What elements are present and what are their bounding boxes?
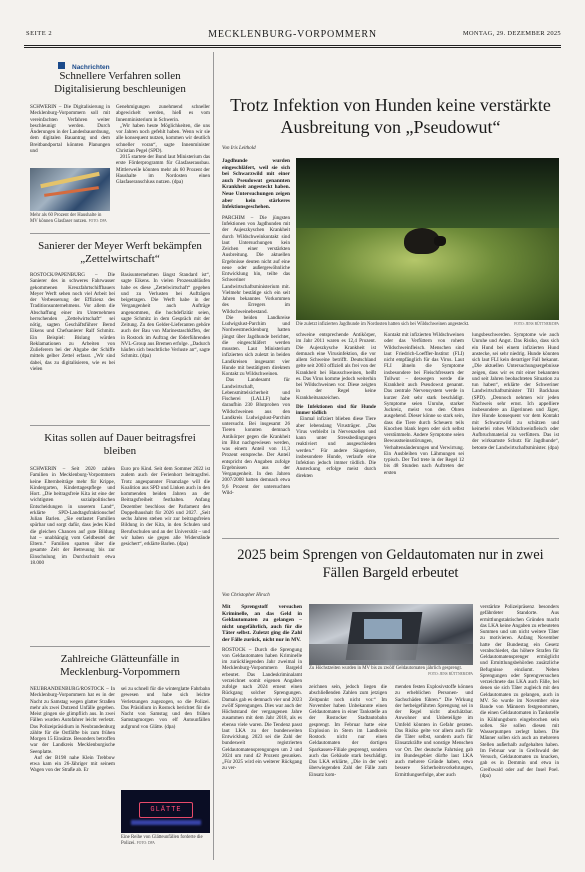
article-glaette-col2: sei zu schnell für die winterglatte Fahrbahn gewesen und habe sich leichte Verletzungen zugezogen, so die Polizei. Das Präsidium in Rostock berichtet für die Nacht von Samstag und den frühen Samstagmorgen von elf Autounfällen aufgrund von Glätte. (dpa) bbox=[121, 686, 210, 730]
caption-glaette: Eine Reihe von Glätteunfällen forderte die Polizei. FOTO: DPA bbox=[121, 835, 203, 846]
header-rule bbox=[24, 45, 561, 46]
kicker-nachrichten: Nachrichten bbox=[58, 56, 208, 74]
page-date: MONTAG, 29. DEZEMBER 2025 bbox=[462, 30, 561, 37]
header-rule-thin bbox=[24, 47, 561, 48]
byline-pseudowut: Von Iris Leithold bbox=[222, 146, 256, 151]
article-pseudowut-col4: lungsbeschwerden. Symptome wie auch Unruhe und Angst. Das Risiko, dass sich ein Hund bei einem infizierten Hund anstecke, sei sehr niedrig. Hunde könnten sich laut FLI kein derartiger Fall bekannt. „Die aktuellen Untersuchungsergebnisse zeigen, dass wir es mit einer bekannten und seit Jahren beobachteten Situation zu tun haben“, erklärte der Schweriner Landwirtschaftsminister Till Backhaus (SPD). „Dennoch nehmen wir jeden Nachweis sehr ernst. Ich appelliere insbesondere an Jägerinnen und Jäger, ihre Hunde konsequent vor dem Kontakt mit Schwarzwild zu schützen und keinerlei rohes Wildschweinfleisch oder Aufbruchmaterial zu verfüttern. Das ist der wirksamste Schutz für Jagdhunde“, betonte der Landwirtschaftsminister. (dpa) bbox=[472, 332, 559, 451]
article-pseudowut-col2: schweine entsprechende Antikörper, im Jahr 2011 waren es 12,4 Prozent. Die Aujeszkysche Krankheit ist demnach eine Virusinfektion, die vor allem Schweine betrifft. Deutschland gelte seit 2003 offiziell als frei von der Krankheit bei Hausschweinen, heißt es. Das Virus komme jedoch weiterhin bei Wildschweinen vor. Diese zeigten in der Regel keine Krankheitsanzeichen. Die Infektionen sind für Hunde immer tödlich Einmal infiziert blieben diese Tiere aber lebenslang Virusträger. „Das Virus verbleibt in Nervenzellen und kann unter Stressbedingungen reaktiviert und ausgeschieden werden.“ Für andere Säugetiere, insbesondere Hunde, verlaufe eine Infektion jedoch immer tödlich. Die Ansteckung erfolge meist durch direkten bbox=[296, 332, 376, 479]
divider bbox=[30, 233, 210, 234]
glaette-photo: GLÄTTE bbox=[121, 790, 210, 833]
caption-wildschwein: Die zuletzt infizierten Jagdhunde im Nordosten hatten sich bei Wildschweinen angesteckt. FOTO: JENS BÜTTNER/DPA bbox=[296, 322, 559, 327]
section-title: MECKLENBURG-VORPOMMERN bbox=[208, 29, 377, 40]
headline-digitalisierung: Schnellere Verfahren sollen Digitalisierung beschleunigen bbox=[54, 70, 186, 95]
article-meyer-col2: Basisunternehmen längst Standard ist“, sagte Eikens. In vielen Prozessabläufen habe es diese „Zettelwirtschaft“ gegeben und zu Verlusten bei Aufträgen beigetragen. Die Werft habe in der Vergangenheit auch Aufträge angenommen, die hochdefizitär seien, sagte Schmitz in dem Gespräch mit der Zeitung. Zu den Gelder-Lieferanten gehöre auch der Bau von Marinestaschkffen, der in Rostock im Auftrag der föderführenden NVL-Group aus Bremen erfolge. „Dadurch häufen sich beachtliche Verluste an“, sagte Schmitz. (dpa) bbox=[121, 272, 210, 360]
article-geld-col3: menden festen Explosivstoffe können zu erheblichen Personen- und Sachschäden führen.“ Die Wirkung der herbeigeführten Sprengung sei in der Regel nicht abschätzbar. Anwohner und Unbeteiligte im Umfeld könnten in Gefahr geraten. Das Risiko gelte vor allem auch für die Täter selbst, sondern auch für Einsatzkräfte und sonstige Menschen vor Ort. Der deutsche Fahrtsieg gab im Bundesgebiet dürfte laut LKA auch mehrere Gründe haben, etwa bessere Sicherheitsvorkehrungen, Ermittlungserfolge, aber auch bbox=[395, 684, 473, 778]
headline-kitas: Kitas sollen auf Dauer beitragsfrei bleiben bbox=[44, 432, 196, 457]
headline-pseudowut: Trotz Infektion von Hunden keine verstärkte Ausbreitung von „Pseudowut“ bbox=[230, 95, 551, 137]
headline-meyer-werft: Sanierer der Meyer Werft bekämpfen „Zettelwirtschaft“ bbox=[38, 240, 202, 265]
arrow-icon bbox=[58, 62, 65, 69]
article-kitas-col1: SCHWERIN – Seit 2020 zahlen Familien in Mecklenburg-Vorpommern keine Elternbeiträge mehr für Krippe, Kindergarten, Kindertagespflege und Hort. „Die beitragsfreie Kita ist eine der wichtigsten sozialpolitischen Entscheidungen in unserem Land“, erklärte SPD-Landtagsfraktionschef Julian Barlen. „Sie entlastet Familien spürbar und sorgt dafür, dass jedes Kind die gleichen Chancen auf gute Bildung hat – unabhängig vom Geldbeutel der Eltern.“ Familien sparten über die gesamte Zeit der Betreuung bis zur Einschulung im Durchschnitt etwa 18.000 bbox=[30, 466, 115, 566]
geldautomat-photo bbox=[309, 604, 473, 665]
article-kitas-col2: Euro pro Kind. Seit dem Sommer 2022 ist zudem auch der Ferienhort beitragsfrei. Trotz angespannter Finanzlage will die Koalition aus SPD und Linken auch in den kommenden beiden Jahren an der Beitragsfreiheit festhalten. Anfang Dezember beschloss der Parlament den Doppelhaushalt für 2026 und 2027. „Seit sechs Jahren stehen wir zur beitragsfreien Bildung in der Kita, in den Schulen und Berufsschulen und an der Universität – und wir haben sie gegen alle Widerstände gesichert“, erklärte Barlen. (dpa) bbox=[121, 466, 210, 547]
glasfaser-photo bbox=[30, 168, 110, 211]
byline-geldautomaten: Von Christopher Hirsch bbox=[222, 593, 270, 598]
article-digitalisierung-col1: SCHWERIN – Die Digitalisierung in Mecklenburg-Vorpommern soll mit vereinfachten Verfahren weiter beschleunigt werden. Durch Änderungen in der Landesbauordnung, dem digitalen Bauantrag und dem Breitbandportal könnten Planungen und bbox=[30, 104, 110, 154]
headline-geldautomaten: 2025 beim Sprengen von Geldautomaten nur in zwei Fällen Bargeld erbeutet bbox=[237, 547, 544, 581]
divider bbox=[222, 538, 559, 539]
article-digitalisierung-col2: Genehmigungen zunehmend schneller abgewickelt werden, hieß es vom Innenministerium in Schwerin. „Wir haben heute Möglichkeiten, die uns vor Jahren noch gefehlt haben. Wenn wir sie alle konsequent nutzen, kommen wir deutlich schneller voran“, sagte Innenminister Christian Pegel (SPD). 2015 startete der Bund laut Ministerium das erste Förderprogramm für Glasfaserausbau. Mittlerweile könnten mehr als 60 Prozent der Haushalte im Nordosten einen Glasfaseranschluss nutzen. (dpa) bbox=[116, 104, 210, 185]
caption-glasfaser: Mehr als 60 Prozent der Haushalte in MV können Glasfaser nutzen. FOTO: DPA bbox=[30, 213, 107, 224]
page-number: SEITE 2 bbox=[26, 30, 53, 37]
column-divider bbox=[213, 52, 214, 860]
divider bbox=[30, 425, 210, 426]
divider bbox=[30, 646, 210, 647]
article-geld-col1: Mit Sprengstoff versuchen Kriminelle, an das Geld in Geldautomaten zu gelangen – nicht ungefährlich, auch für die Täter selbst. Zuletzt ging die Zahl der Fälle zurück, nicht nur in MV. ROSTOCK – Durch die Sprengung von Geldautomaten haben Kriminelle im zurückliegenden Jahr zweimal in Mecklenburg-Vorpommern Bargeld erbeutet. Das Landeskriminalamt verzeichnet somit eigenen Angaben zufolge nach 2024 erneut einen Rückgang solcher Sprengungen. Damals gab es demnach vier und 2023 zwölf Sprengungen. Dies war auch der Höchststand der vergangenen Jahre zusammen mit dem Jahr 2018, als es ebenso viele waren. Die Tendenz passt laut LKA zu der bundesweiten Entwicklung. 2023 sei die Zahl der bundesweit registrierten Geldautomatensprengungen um 2 und 2024 um rund 42 Prozent gesunken. „Für 2025 wird ein weiterer Rückgang zu ver- bbox=[222, 604, 302, 772]
page-header bbox=[0, 0, 585, 40]
article-geld-col2: zeichnen sein, jedoch liegen die abschließenden Zahlen zum jetzigen Zeitpunkt noch nicht vor.“ Im November haben Unbekannte einen Geldautomaten in einer Tankstelle an der Rostocker Stadtautobahn gesprengt. Im Februar hatte eine Explosion in Stern im Landkreis Rostock nicht nur einen Geldautomaten der dortigen Sparkassen-Filiale gesprengt, sondern auch das Gebäude stark beschädigt. Das LKA erklärte, „Die in der weit überwiegenden Zahl der Fälle zum Einsatz kom- bbox=[309, 684, 387, 778]
headline-glaetteunfaelle: Zahlreiche Glätteunfälle in Mecklenburg-Vorpommern bbox=[60, 653, 180, 678]
article-glaette-col1: NEUBRANDENBURG/ROSTOCK – In Mecklenburg-Vorpommern hat es in der Nacht zu Samstag wegen glatter Straßen mehr als zwei Dutzend Unfälle gegeben. Meist gingen sie glimpflich aus. In zwei Fällen wurden Autofahrer leicht verletzt. Das Polizeipräsidium in Neubrandenburg zählte für die Ostfälfte bis zum frühen Morgen 15 Einsätze. Besonders betroffen war der Landkreis Mecklenburgische Seenplatte. Auf der B198 nahe Klein Trebbow etwa kam ein 26-Jähriger mit seinem Wagen von der Straße ab. Er bbox=[30, 686, 115, 774]
caption-geldautomat: Zu Höchstzeiten wurden in MV bis zu zwölf Geldautomaten jährlich gesprengt. FOTO: JENS BÜTTNER/DPA bbox=[309, 666, 473, 676]
article-geld-col4: verstärkte Polizeipräsenz besonders gefährdeter Standorte. Aus ermittlungstaktischen Gründen macht das LKA keine Angaben zu erbeuteten Summen und um nicht weitere Täter zu motivieren. Anfang November hatte der Bundestag ein Gesetz verabschiedet, das höhere Strafen für Geldautomatensprenger ermöglicht und Ermittlungsbehörden zusätzliche Befugnisse einräumt. Neben Sprengungen oder Sprengversuchen verzeichnete das LKA auch Fälle, bei denen sie sich Täter zugleich mit den Geldautomaten zu gelangen, auch in MV. So wurde im November eine Bande von Männern festgenommen, die einen Geldautomaten in Tankstelle in Kühlungsborn eingebrochen sein sollen. Sie sollen diesen mit Wasserpumpen zerlegt haben. Die Männer sollen sich auch an mehreren Stellen außerhalb aufgehalten haben. Im Februar war in Greifswald der Versuch, Geldautomaten zu knacken, gab es in Demmin und etwa in Greifswald oder auf der Insel Poel. (dpa) bbox=[480, 604, 559, 779]
wildschwein-photo bbox=[296, 158, 559, 320]
article-pseudowut-col1: Jagdhunde wurden eingeschläfert, weil sie sich bei Schwarzwild mit einer auch Pseudowut genannten Krankheit angesteckt haben. Neue Untersuchungen zeigen aber kein stärkeres Infektionsgeschehen. PARCHIM – Die jüngsten Infektionen von Jagdhunden mit der Aujeszkyschen Krankheit durch Wildschweinkontakt sind laut Untersuchungen kein Zeichen einer verstärkten Ausbreitung. Die aktuellen Ergebnisse deuten nicht auf eine neue oder außergewöhnliche Entwicklung hin, teilte das Schweriner Landwirtschaftsministerium mit. Vielmehr bestätige sich ein seit Jahren bekanntes Vorkommen des Erregers im Wildschweinebestand. Die beiden Landkreise Ludwigslust-Parchim und Nordwestmecklenburg hatten jüngst über Jagdhunde berichtet, die eingeschläfert werden mussten. Laut Ministerium infizierten sich zuletzt in beiden Landkreisen insgesamt vier Hunde mit bestätigtem direktem Kontakt zu Wildschweinen. Das Landesamt für Landwirtschaft, Lebensmittelsicherheit und Fischerei (LALLF) habe daraufhin 230 Blutproben von Wildschweinen aus den Landkreis Ludwigslust-Parchim untersucht. Bei insgesamt 26 Tieren konnten demnach Antikörper gegen die Krankheit im Blut nachgewiesen werden, was einem Anteil von 11,3 Prozent entspreche. Der Anteil entspricht den Angaben zufolge Ergebnissen aus der Vergangenheit. In den Jahren 2007/2008 hatten demnach etwa 9,6 Prozent der untersuchten Wild- bbox=[222, 158, 290, 496]
article-meyer-col1: ROSTOCK/PAPENBURG – Die Sanierer des in schweres Fahrwasser gekommenen Kreuzfahrtschiffbauers Meyer Werft sehen noch viel Arbeit bei der Verbesserung der Effizienz des Traditionsunternehmens. Vor allem die Abschaffung einer im Unternehmen herrschenden „Zettelwirtschaft“ sei nötig, sagten Geschäftsführer Bernd Eikens und Chefsanierer Ralf Schmitz. Ein Beispiel: Bislang würden Reklamationen zu Arbeiten von Zulieferern bei der Abgabe der Schiffe mittels gelber Zettel erfasst. „Wir sind dabei, das zu digitalisieren, wie es bei vielen bbox=[30, 272, 115, 372]
article-pseudowut-col3: Kontakt mit infizierten Wildschweinen oder das Verfüttern von rohem Wildschweinfleisch. Menschen sind laut Friedrich-Loeffler-Institut (FLI) nicht empfänglich für das Virus. Laut FLI ähneln die Symptome insbesondere bei Fleischfressern der Tollwut – deswegen werde die Krankheit auch Pseudowut genannt. Das zentrale Nervensystem werde in kurzer Zeit sehr stark beschädigt. Symptome seien Unruhe, starker Juckreiz, meist von den Ohren ausgehend. Dieser könne so stark sein, dass die Tiere durch Scheuern teils Knochen blank legen oder sich selbst verstümmeln. Andere Symptome seien Bewusstseinsstörungen, Verhaltensänderungen und Verwirrung. Ein Ausbleiben von Lähmungen sei typisch. Der Tod trete in der Regel 12 bis 48 Stunden nach Auftreten der ersten bbox=[384, 332, 464, 476]
